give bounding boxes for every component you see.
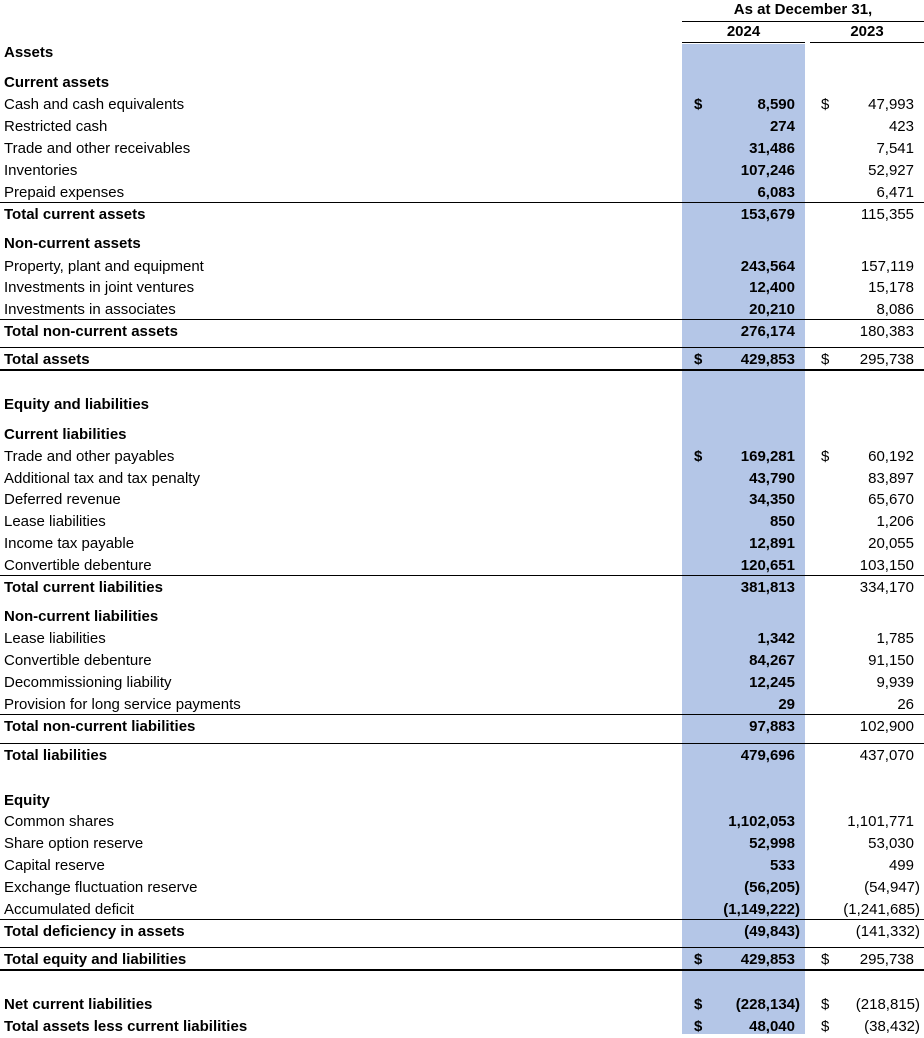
value-2023: 9,939 [876, 674, 914, 691]
statement-row [0, 160, 924, 182]
row-label: Total assets less current liabilities [4, 1018, 248, 1035]
value-2024: 429,853 [740, 351, 795, 368]
value-2023: 15,178 [868, 279, 914, 296]
statement-row [0, 256, 924, 278]
row-label: Inventories [4, 162, 78, 179]
row-label: Total non-current liabilities [4, 718, 196, 735]
value-2023: 1,101,771 [847, 813, 914, 830]
currency-symbol-2023: $ [821, 351, 830, 368]
statement-row [0, 1016, 924, 1038]
value-2024: 8,590 [757, 96, 795, 113]
value-2023: 60,192 [868, 448, 914, 465]
statement-row [0, 182, 924, 204]
value-2024: 34,350 [749, 491, 795, 508]
value-2024: 6,083 [757, 184, 795, 201]
value-2024: 12,245 [749, 674, 795, 691]
currency-symbol-2024: $ [694, 96, 703, 113]
value-2024: 97,883 [749, 718, 795, 735]
statement-row [0, 277, 924, 299]
row-label: Equity [4, 792, 50, 809]
value-2023: 334,170 [859, 579, 914, 596]
row-label: Lease liabilities [4, 630, 106, 647]
value-2024: 429,853 [740, 951, 795, 968]
statement-row [0, 533, 924, 555]
currency-symbol-2024: $ [694, 351, 703, 368]
row-label: Property, plant and equipment [4, 258, 204, 275]
statement-row [0, 716, 924, 738]
rule-total-assets-top [0, 347, 924, 348]
statement-row [0, 577, 924, 599]
value-2023: 7,541 [876, 140, 914, 157]
value-2023: 423 [888, 118, 914, 135]
value-2023: (38,432) [864, 1018, 920, 1035]
value-2023: 437,070 [859, 747, 914, 764]
statement-row [0, 321, 924, 343]
row-label: Convertible debenture [4, 652, 152, 669]
value-2024: 31,486 [749, 140, 795, 157]
value-2023: 499 [888, 857, 914, 874]
row-label: Cash and cash equivalents [4, 96, 185, 113]
statement-row [0, 204, 924, 226]
statement-row [0, 855, 924, 877]
value-2023: 102,900 [859, 718, 914, 735]
statement-row [0, 424, 924, 446]
value-2024: 29 [778, 696, 795, 713]
statement-row [0, 694, 924, 716]
value-2024: 533 [769, 857, 795, 874]
currency-symbol-2023: $ [821, 996, 830, 1013]
statement-row [0, 745, 924, 767]
value-2024: 52,998 [749, 835, 795, 852]
value-2024: (49,843) [744, 923, 800, 940]
value-2023: 8,086 [876, 301, 914, 318]
row-label: Current liabilities [4, 426, 127, 443]
value-2024: 850 [769, 513, 795, 530]
currency-symbol-2024: $ [694, 1018, 703, 1035]
statement-row [0, 299, 924, 321]
statement-row [0, 949, 924, 971]
statement-row [0, 994, 924, 1016]
value-2023: 103,150 [859, 557, 914, 574]
currency-symbol-2023: $ [821, 448, 830, 465]
currency-symbol-2024: $ [694, 996, 703, 1013]
value-2023: (54,947) [864, 879, 920, 896]
rule-total-deficiency [0, 919, 924, 920]
value-2024: 43,790 [749, 470, 795, 487]
rule-total-current-assets [0, 202, 924, 203]
value-2023: 91,150 [868, 652, 914, 669]
statement-row [0, 833, 924, 855]
row-label: Total deficiency in assets [4, 923, 185, 940]
statement-row [0, 672, 924, 694]
row-label: Prepaid expenses [4, 184, 125, 201]
value-2024: 243,564 [740, 258, 795, 275]
currency-symbol-2024: $ [694, 951, 703, 968]
rule-total-assets-bottom [0, 369, 924, 371]
statement-row [0, 468, 924, 490]
value-2024: 274 [769, 118, 795, 135]
row-label: Deferred revenue [4, 491, 121, 508]
row-label: Trade and other receivables [4, 140, 191, 157]
value-2023: 157,119 [860, 258, 914, 275]
row-label: Equity and liabilities [4, 396, 150, 413]
row-label: Total current assets [4, 206, 146, 223]
value-2023: 65,670 [868, 491, 914, 508]
value-2024: 276,174 [740, 323, 795, 340]
value-2023: 295,738 [859, 351, 914, 368]
row-label: Investments in joint ventures [4, 279, 195, 296]
value-2024: 479,696 [740, 747, 795, 764]
value-2024: 153,679 [740, 206, 795, 223]
value-2023: 1,785 [876, 630, 914, 647]
value-2024: (56,205) [744, 879, 800, 896]
value-2024: 107,246 [740, 162, 795, 179]
statement-row [0, 349, 924, 371]
value-2023: 83,897 [868, 470, 914, 487]
value-2023: (1,241,685) [843, 901, 920, 918]
row-label: Total liabilities [4, 747, 108, 764]
row-label: Share option reserve [4, 835, 144, 852]
statement-row [0, 72, 924, 94]
value-2024: 1,102,053 [728, 813, 795, 830]
rule-total-current-liabilities [0, 575, 924, 576]
row-label: Decommissioning liability [4, 674, 172, 691]
currency-symbol-2023: $ [821, 96, 830, 113]
value-2024: 120,651 [740, 557, 795, 574]
statement-row [0, 138, 924, 160]
statement-row [0, 606, 924, 628]
value-2024: 1,342 [757, 630, 795, 647]
statement-row [0, 116, 924, 138]
row-label: Additional tax and tax penalty [4, 470, 200, 487]
row-label: Capital reserve [4, 857, 105, 874]
row-label: Total current liabilities [4, 579, 163, 596]
value-2023: 20,055 [868, 535, 914, 552]
value-2023: 6,471 [876, 184, 914, 201]
currency-symbol-2023: $ [821, 1018, 830, 1035]
statement-row [0, 42, 924, 64]
statement-row [0, 921, 924, 943]
statement-row [0, 877, 924, 899]
value-2023: 47,993 [868, 96, 914, 113]
currency-symbol-2024: $ [694, 448, 703, 465]
rule-total-equity-bottom [0, 969, 924, 971]
rule-total-non-current-assets [0, 319, 924, 320]
row-label: Convertible debenture [4, 557, 152, 574]
value-2023: 26 [897, 696, 914, 713]
value-2024: 169,281 [740, 448, 795, 465]
row-label: Provision for long service payments [4, 696, 241, 713]
statement-row [0, 790, 924, 812]
statement-row [0, 446, 924, 468]
value-2024: 20,210 [749, 301, 795, 318]
statement-row [0, 489, 924, 511]
value-2023: 180,383 [859, 323, 914, 340]
row-label: Exchange fluctuation reserve [4, 879, 198, 896]
value-2024: 12,400 [749, 279, 795, 296]
statement-row [0, 628, 924, 650]
value-2023: 52,927 [868, 162, 914, 179]
row-label: Income tax payable [4, 535, 135, 552]
row-label: Investments in associates [4, 301, 176, 318]
statement-row [0, 650, 924, 672]
statement-row [0, 233, 924, 255]
row-label: Trade and other payables [4, 448, 175, 465]
row-label: Total assets [4, 351, 90, 368]
value-2024: 12,891 [749, 535, 795, 552]
row-label: Common shares [4, 813, 115, 830]
column-header-2024: 2024 [726, 23, 761, 40]
currency-symbol-2023: $ [821, 951, 830, 968]
row-label: Total equity and liabilities [4, 951, 187, 968]
row-label: Accumulated deficit [4, 901, 135, 918]
value-2024: (1,149,222) [723, 901, 800, 918]
statement-row [0, 394, 924, 416]
value-2024: 48,040 [749, 1018, 795, 1035]
value-2024: 381,813 [740, 579, 795, 596]
row-label: Assets [4, 44, 54, 61]
value-2023: 53,030 [868, 835, 914, 852]
statement-row [0, 555, 924, 577]
value-2023: 1,206 [876, 513, 914, 530]
statement-row [0, 511, 924, 533]
statement-row [0, 811, 924, 833]
value-2023: 295,738 [859, 951, 914, 968]
row-label: Non-current assets [4, 235, 141, 252]
value-2024: 84,267 [749, 652, 795, 669]
value-2023: (218,815) [855, 996, 920, 1013]
rule-total-liabilities [0, 743, 924, 744]
row-label: Current assets [4, 74, 110, 91]
rule-total-equity-top [0, 947, 924, 948]
column-header-2023: 2023 [850, 23, 884, 40]
row-label: Restricted cash [4, 118, 108, 135]
row-label: Net current liabilities [4, 996, 153, 1013]
row-label: Total non-current assets [4, 323, 178, 340]
row-label: Lease liabilities [4, 513, 106, 530]
rule-total-non-current-liabilities [0, 714, 924, 715]
value-2023: (141,332) [855, 923, 920, 940]
period-header: As at December 31, [733, 1, 873, 18]
statement-row [0, 94, 924, 116]
statement-row [0, 899, 924, 921]
value-2023: 115,355 [860, 206, 914, 223]
row-label: Non-current liabilities [4, 608, 159, 625]
value-2024: (228,134) [735, 996, 800, 1013]
